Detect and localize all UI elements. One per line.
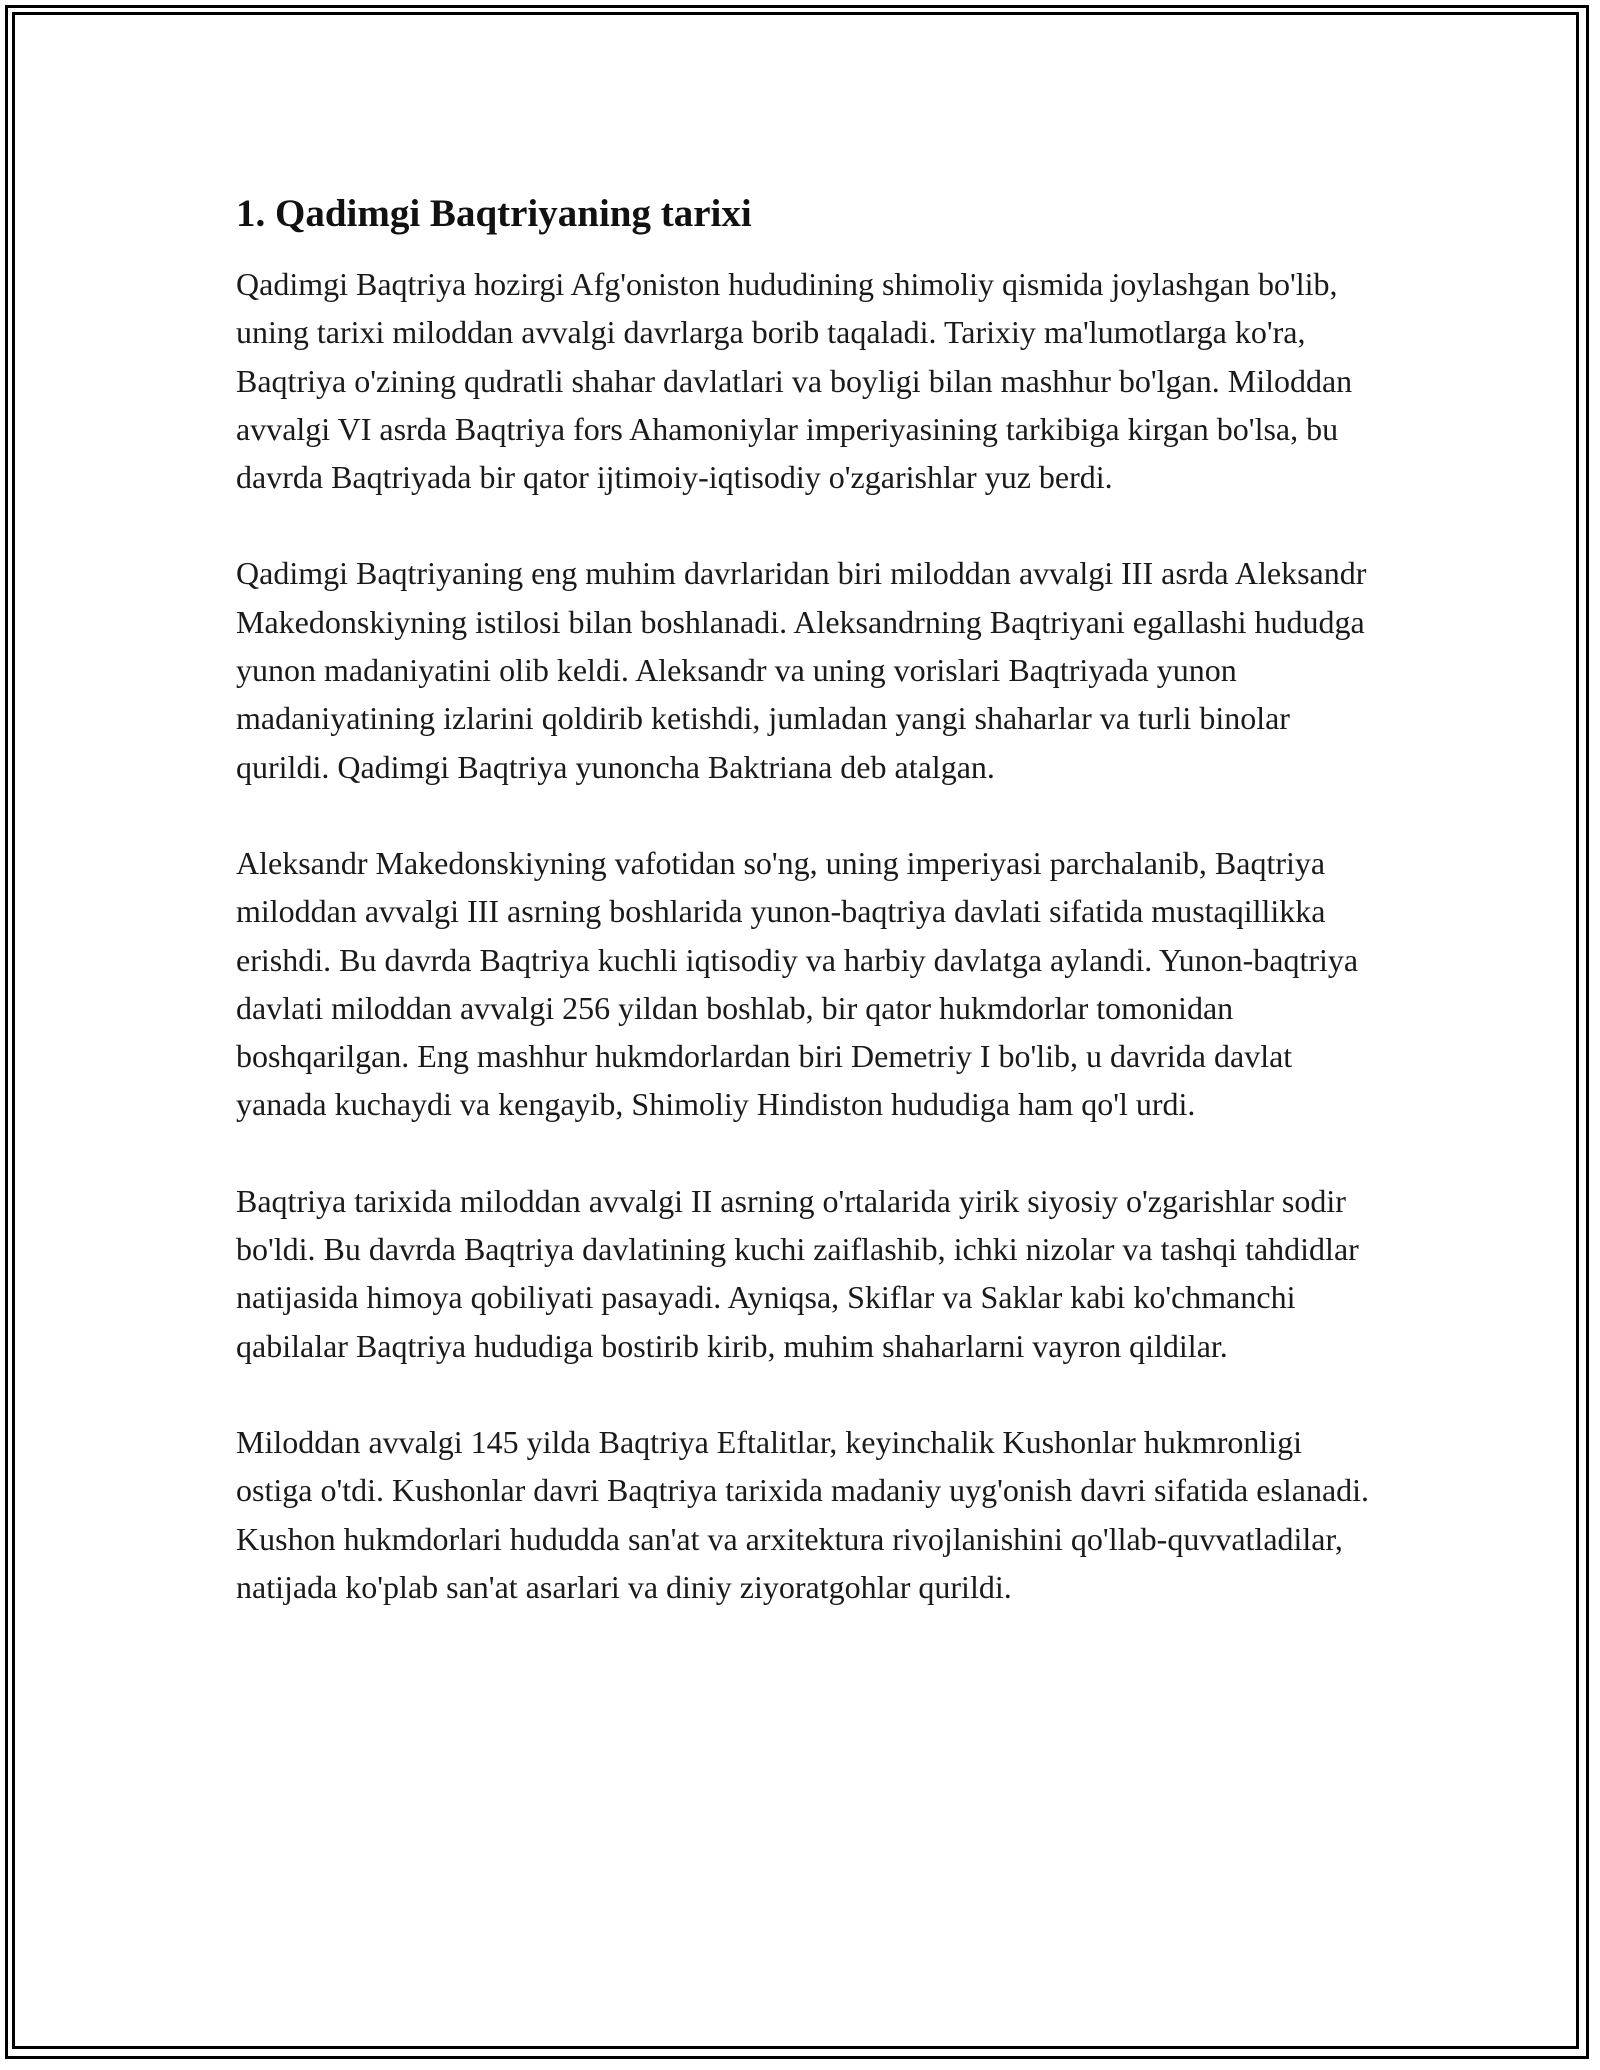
section-title: 1. Qadimgi Baqtriyaning tarixi: [236, 192, 752, 235]
paragraph-4: Baqtriya tarixida miloddan avvalgi II asrning o'rtalarida yirik siyosiy o'zgarishlar sodir bo'ldi. Bu davrda Baqtriya davlatining kuchi zaiflashib, ichki nizolar va tashqi tahdidlar natijasida himoya qobiliyati pasayadi. Ayniqsa, Skiflar va Saklar kabi ko'chmanchi qabilalar Baqtriya hududiga bostirib kirib, muhim shaharlarni vayron qildilar.: [236, 1182, 1359, 1364]
paragraph-2: Qadimgi Baqtriyaning eng muhim davrlaridan biri miloddan avvalgi III asrda Aleksandr Makedonskiyning istilosi bilan boshlanadi. Aleksandrning Baqtriyani egallashi hududga yunon madaniyatini olib keldi. Aleksandr va uning vorislari Baqtriyada yunon madaniyatining izlarini qoldirib ketishdi, jumladan yangi shaharlar va turli binolar qurildi. Qadimgi Baqtriya yunoncha Baktriana deb atalgan.: [236, 555, 1367, 785]
paragraph-1: Qadimgi Baqtriya hozirgi Afg'oniston hududining shimoliy qismida joylashgan bo'lib, uning tarixi miloddan avvalgi davrlarga borib taqaladi. Tarixiy ma'lumotlarga ko'ra, Baqtriya o'zining qudratli shahar davlatlari va boyligi bilan mashhur bo'lgan. Miloddan avvalgi VI asrda Baqtriya fors Ahamoniylar imperiyasining tarkibiga kirgan bo'lsa, bu davrda Baqtriyada bir qator ijtimoiy-iqtisodiy o'zgarishlar yuz berdi.: [236, 266, 1353, 496]
paragraph-5: Miloddan avvalgi 145 yilda Baqtriya Eftalitlar, keyinchalik Kushonlar hukmronligi ostiga o'tdi. Kushonlar davri Baqtriya tarixida madaniy uyg'onish davri sifatida eslanadi. Kushon hukmdorlari hududda san'at va arxitektura rivojlanishini qo'llab-quvvatladilar, natijada ko'plab san'at asarlari va diniy ziyoratgohlar qurildi.: [236, 1423, 1370, 1605]
paragraph-3: Aleksandr Makedonskiyning vafotidan so'ng, uning imperiyasi parchalanib, Baqtriya miloddan avvalgi III asrning boshlarida yunon-baqtriya davlati sifatida mustaqillikka erishdi. Bu davrda Baqtriya kuchli iqtisodiy va harbiy davlatga aylandi. Yunon-baqtriya davlati miloddan avvalgi 256 yildan boshlab, bir qator hukmdorlar tomonidan boshqarilgan. Eng mashhur hukmdorlardan biri Demetriy I bo'lib, u davrida davlat yanada kuchaydi va kengayib, Shimoliy Hindiston hududiga ham qo'l urdi.: [236, 844, 1359, 1123]
document-body: [236, 188, 1376, 1611]
